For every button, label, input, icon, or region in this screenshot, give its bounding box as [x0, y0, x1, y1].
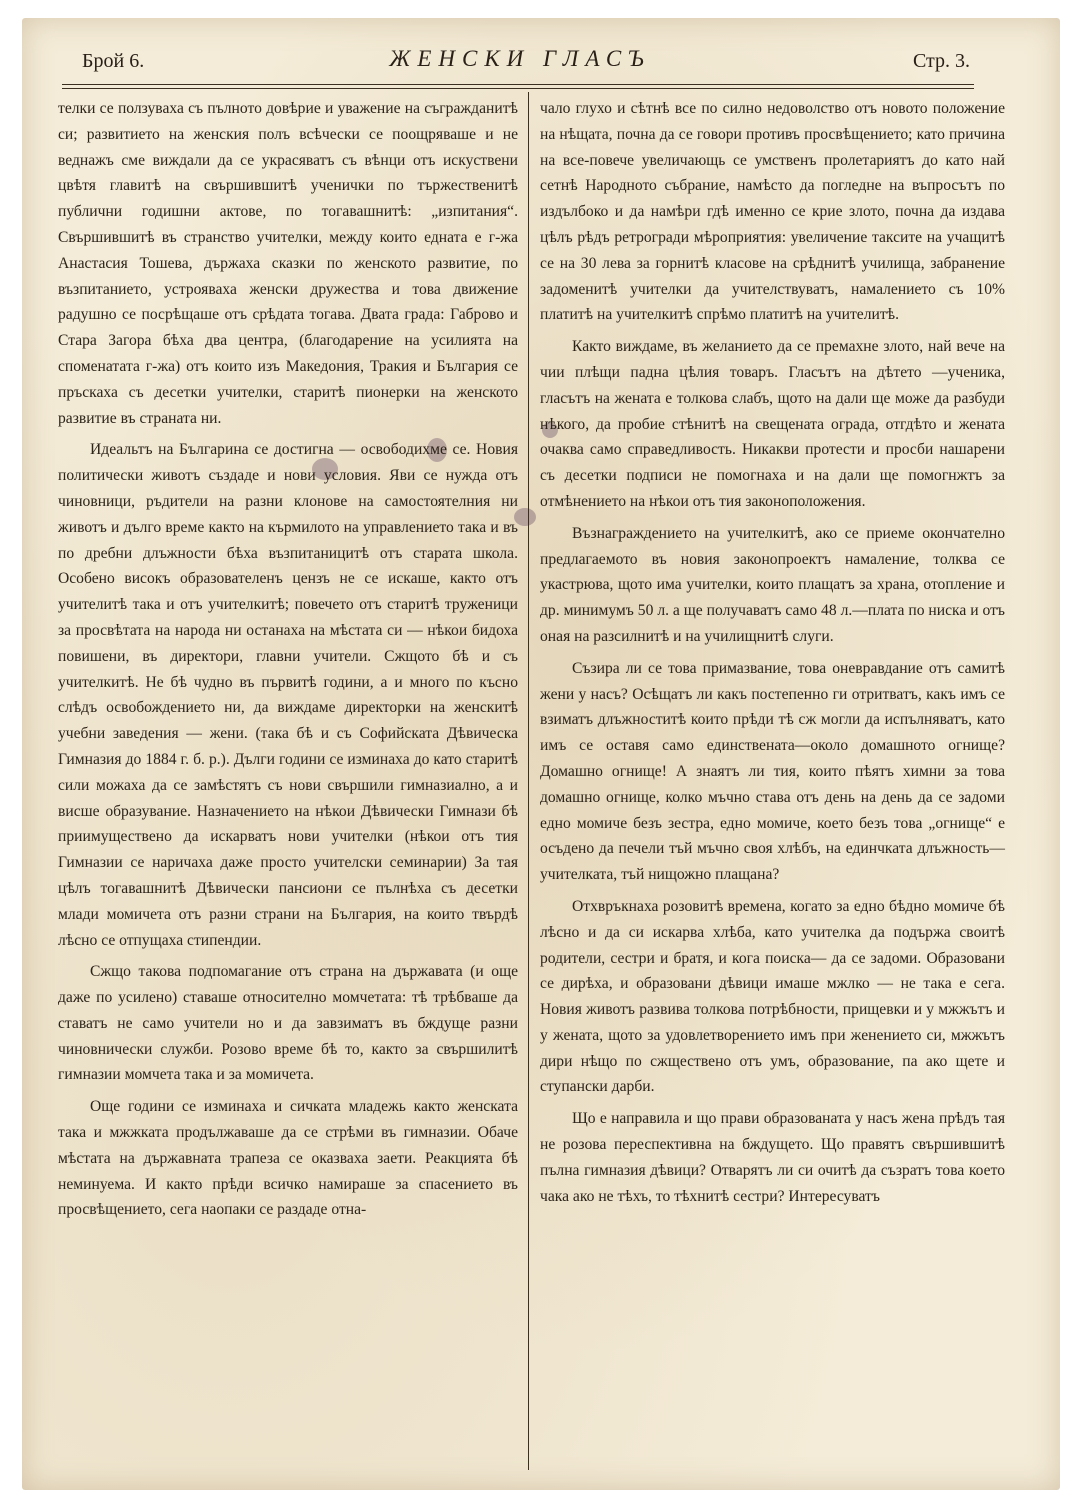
- column-divider: [528, 92, 529, 1470]
- paragraph: Още години се изминаха и сичката младежь както женската така и мжжката продължаваше да се стрѣми въ гимназии. Обаче мѣстата на държавната трапеза се оказваха заети. Реакцията бѣ неминуема. И както прѣди всичко намираше за спасението въ просвѣщението, сега наопаки се раздаде отна-: [58, 1098, 518, 1219]
- left-column: [58, 96, 518, 1229]
- paragraph: Що е направила и що прави образованата у насъ жена прѣдъ тая не розова переспективна на бждущето. Що правятъ свършившитѣ пълна гимназия дѣвици? Отварятъ ли си очитѣ да съзратъ това което чака ако не тѣхъ, то тѣхнитѣ сестри? Интересуватъ: [540, 1110, 1005, 1205]
- paragraph: Идеальтъ на Българина се достигна — освободихме се. Новия политически животъ създаде и нови условия. Яви се нужда отъ чиновници, ръдители на разни клонове на самостоятелния ни животъ и дълго време както на кърмилото на управлението така и въ по дребни длъжности бѣха възпитаницитѣ отъ старата школа. Особено високъ образователенъ цензъ не се искаше, както отъ учителитѣ така и отъ учителкитѣ; повечето отъ старитѣ труженици за просвѣтата на народа ни останаха на мѣстата си — нѣкои бидоха повишени, въ директори, главни учители. Сжщото бѣ и съ учителкитѣ. Не бѣ чудно въ първитѣ години, а и много по късно слѣдъ освобождението ни, да виждаме директорки на женскитѣ учебни заведения — жени. (така бѣ и съ Софийската Дѣвическа Гимназия до 1884 г. б. р.). Дълги години се изминаха до като старитѣ сили можаха да се замѣстятъ съ нови свършили гимназиално, а и висше образувание. Назначението на нѣкои Дѣвически Гимнази бѣ приимуществено да искарватъ нови учителки (нѣкои отъ тия Гимназии се наричаха даже просто учителски семинарии) За тая цѣлъ тогавашнитѣ Дѣвически пансиони се пълнѣха съ десетки млади момичета отъ разни страни на България, на които твърдѣ лѣсно се отпущаха стипендии.: [58, 441, 518, 949]
- paragraph: Отхвръкнаха розовитѣ времена, когато за едно бѣдно момиче бѣ лѣсно и да си искарва хлѣба, като учителка да подържа своитѣ родители, сестри и братя, и кога поиска— да се задоми. Образовани се дирѣха, и образовани дѣвици имаше мжлко — не така е сега. Новия животъ развива толкова потрѣбности, прищевки и у мжжътъ и у жената, щото за удовлетворението имъ при женението си, мжжътъ дири нѣщо по сжществено отъ умъ, образование, па ако щете и ступански дарби.: [540, 897, 1005, 1096]
- issue-number: Брой 6.: [82, 50, 145, 72]
- page-number: Стр. 3.: [912, 50, 970, 72]
- header-rule-thin: [62, 88, 974, 89]
- newspaper-title: ЖЕНСКИ ГЛАСЪ: [389, 46, 651, 71]
- paragraph: Възнаграждението на учителкитѣ, ако се приеме окончателно предлагаемото въ новия законопроектъ намаление, толква се укастрюва, щото има учителки, които плащатъ за храна, отопление и др. минимумъ 50 л. а ще получаватъ само 48 л.—плата по ниска и отъ оная на разсилнитѣ и на училищнитѣ слуги.: [540, 524, 1005, 645]
- paragraph: телки се ползуваха съ пълното довѣрие и уважение на съгражданитѣ си; развитието на женския полъ всѣчески се поощряваше и не веднажъ сме виждали да се украсяватъ съ вѣнци отъ искуствени цвѣтя главитѣ на свършившитѣ ученички по тържественитѣ публични годишни актове, по тогавашнитѣ: „изпитания“. Свършившитѣ въ странство учителки, между които едната е г-жа Анастасия Тошева, държаха сказки по женското развитие, по възпитанието, устрояваха женски дружества и това движение радушно се посрѣщаше отъ срѣдата тогава. Двата града: Габрово и Стара Загора бѣха два центра, (благодарение на усилията на споменатата г-жа) отъ които изъ Македония, Тракия и България се пръскаха съ десетки учителки, старитѣ пионерки на женското развитие въ страната ни.: [58, 100, 518, 427]
- right-column: [540, 96, 1005, 1215]
- page-header: [60, 36, 980, 80]
- paragraph: Както виждаме, въ желанието да се премахне злото, най вече на чии плѣщи падна цѣлия товаръ. Гласътъ на дѣтето —ученика, гласътъ на жената е толкова слабъ, щото на дали ще може да разбуди нѣкого, да пробие стѣнитѣ на свещената ограда, отгдѣто и жената очаква само справедливость. Никакви протести и просби нашарени съ десетки подписи не помогнаха и на дали ще помогнжтъ за отмѣнението на нѣкои отъ тия законоположения.: [540, 338, 1005, 510]
- paragraph: Сжщо такова подпомагание отъ страна на държавата (и още даже по усилено) ставаше относително момчетата: тѣ трѣбваше да ставатъ не само учители но и да завзиматъ въ бждуще разни чиновнически служби. Розово време бѣ то, както за свършилитѣ гимназии момчета така и за момичета.: [58, 963, 518, 1084]
- paragraph: Съзира ли се това примазвание, това оневравдание отъ самитѣ жени у насъ? Осѣщатъ ли какъ постепенно ги отритватъ, какъ имъ се взиматъ длъжноститѣ които прѣди тѣ сж могли да испълняватъ, като имъ се оставя само единствената—около домашното огнище? Домашно огнище! А знаятъ ли тия, които пѣятъ химни за това домашно огнище, колко мъчно става отъ день на день да се задоми едно момиче безъ зестра, едно момиче, което безъ това „огнище“ е осъдено да печели тъй мъчно своя хлѣбъ, на единчката длъжность—учителката, тъй нищожно плащана?: [540, 659, 1005, 884]
- header-rule: [62, 84, 974, 85]
- paragraph: чало глухо и сѣтнѣ все по силно недоволство отъ новото положение на нѣщата, почна да се говори противъ просвѣщението; като причина на все-повече увеличающь се умственъ пролетариятъ до като най сетнѣ Народното събрание, намѣсто да погледне на въпросътъ по издълбоко и да намѣри гдѣ именно се крие злото, почна да издава цѣлъ рѣдъ ретрогради мѣроприятия: увеличение таксите на учащитѣ се на 30 лева за горнитѣ класове на срѣднитѣ училища, забранение задоменитѣ учителки да учителствуватъ, намалението съ 10% платитѣ на учителкитѣ спрѣмо платитѣ на учителитѣ.: [540, 100, 1005, 324]
